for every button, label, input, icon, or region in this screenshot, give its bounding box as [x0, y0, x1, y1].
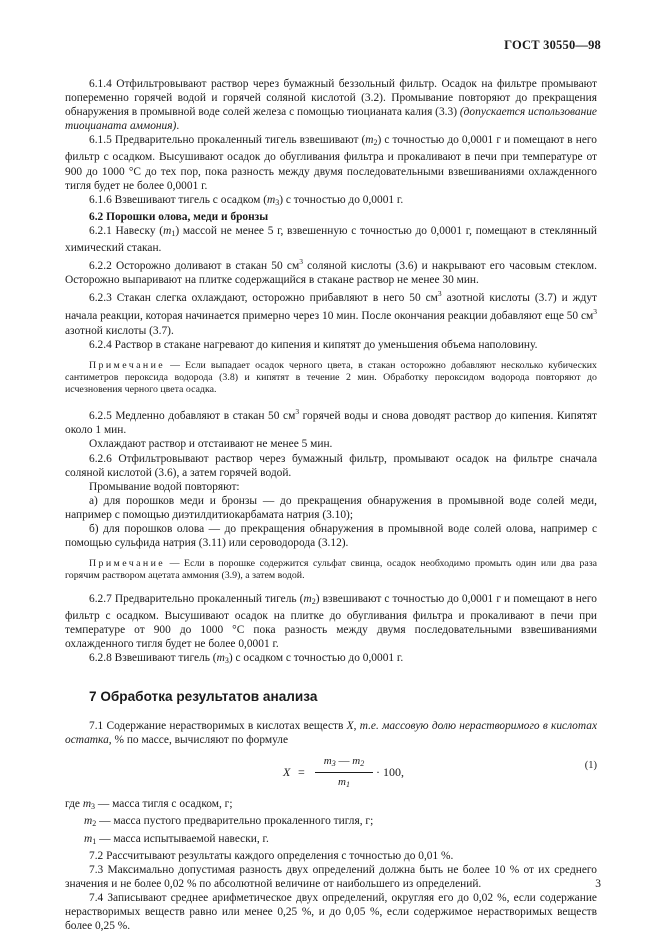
list-item-b: б) для порошков олова — до прекращения обнаружения в промывной воде солей олова, например с помощью сульфида натрия (3.11) или сероводорода (3.12).: [65, 523, 597, 550]
italic-text: т.е. массовую долю нерастворимого в кислотах остатка: [65, 720, 597, 747]
italic-text: (допускается использование тиоцианата аммония): [65, 106, 597, 133]
symbol: m: [352, 755, 361, 768]
paragraph-6-1-4: [65, 77, 597, 133]
subscript: 1: [92, 836, 97, 846]
text: азотной кислоты (3.7) и ждут начала реакции, которая начинается примерно через 10 мин. После окончания реакции добавляют еще 50 см: [65, 292, 597, 323]
where-line-m3: [65, 797, 597, 814]
paragraph-6-2-8: [65, 651, 597, 668]
paragraph-6-2-7: [65, 592, 597, 651]
text: ,: [353, 720, 360, 733]
symbol: m: [216, 652, 225, 665]
where-line-m1: [65, 832, 597, 849]
symbol: m: [338, 776, 346, 789]
text: ) массой не менее 5 г, взвешенную с точностью до 0,0001 г, помещают в стеклянный химический стакан.: [65, 224, 598, 255]
text: 6.2.8 Взвешивают тигель (: [89, 652, 217, 665]
note-1: [65, 360, 597, 397]
paragraph-7-3: 7.3 Максимально допустимая разность двух определений должна быть не более 10 % от их среднего значения и не более 0,02 % по абсолютной величине от наибольшего из определений.: [65, 863, 597, 890]
document-body: [65, 77, 597, 933]
superscript: 3: [593, 307, 597, 317]
superscript: 3: [295, 407, 300, 417]
paragraph-6-2-3: [65, 287, 597, 337]
text: ) с осадком с точностью до 0,0001 г.: [228, 652, 404, 665]
paragraph-7-1: [65, 719, 597, 747]
paragraph-6-1-5: [65, 133, 597, 192]
text: , % по массе, вычисляют по формуле: [108, 734, 289, 747]
paragraph-wash: Промывание водой повторяют:: [89, 480, 240, 493]
section-heading-7: 7 Обработка результатов анализа: [89, 689, 318, 705]
subsection-heading-6-2: 6.2 Порошки олова, меди и бронзы: [89, 210, 269, 223]
subscript: 3: [224, 656, 229, 666]
subscript: 3: [331, 759, 336, 769]
text: 6.1.6 Взвешивают тигель с осадком (: [89, 193, 268, 206]
text: горячей воды и снова доводят раствор до кипения. Кипятят около 1 мин.: [65, 410, 597, 437]
symbol: m: [323, 755, 332, 768]
note-2: [65, 558, 597, 582]
text: ) с точностью до 0,0001 г и помещают в него фильтр с осадком. Высушивают осадок до обугливания фильтра и прокаливают в печи при температуре от 900 до 1000 °С до тех пор, пока разность между двумя последовательными взвешиваниями охлажденного тигля будет не более 0,0001 г.: [65, 134, 597, 192]
text: — масса испытываемой навески, г.: [96, 832, 269, 845]
superscript: 3: [299, 257, 303, 267]
formula-1: [65, 753, 597, 791]
symbol: m: [84, 832, 93, 845]
where-line-m2: [65, 814, 597, 831]
formula-denominator: [315, 773, 373, 792]
symbol: m: [82, 798, 92, 811]
text: 6.1.5 Предварительно прокаленный тигель взвешивают (: [89, 134, 366, 147]
paragraph-6-2-6: 6.2.6 Отфильтровывают раствор через бумажный фильтр, промывают осадок на фильтре сначала соляной кислотой (3.6), а затем горячей водой.: [65, 452, 597, 479]
symbol: m: [365, 134, 374, 147]
paragraph-6-2-5: [65, 405, 597, 437]
paragraph-6-2-1: [65, 224, 597, 255]
formula-number: (1): [584, 760, 597, 772]
paragraph-cool: Охлаждают раствор и отстаивают не менее 5 мин.: [89, 438, 333, 451]
text: 6.1.4 Отфильтровывают раствор через бумажный беззольный фильтр. Осадок на фильтре промывают попеременно горячей водой и горячей соляной кислотой (3.2). Промывание повторяют до прекращения обнаружения в промывной воде солей железа с помощью тиоцианата калия (3.3): [65, 78, 597, 119]
symbol: m: [303, 592, 312, 605]
note-text: — Если в порошке содержится сульфат свинца, осадок необходимо промыть один или два раза горячим раствором ацетата аммония (3.9), а затем водой.: [65, 558, 597, 582]
paragraph-6-2-4: 6.2.4 Раствор в стакане нагревают до кипения и кипятят до уменьшения объема наполовину.: [89, 338, 538, 351]
text: азотной кислоты (3.7).: [65, 324, 174, 337]
text: 6.2.7 Предварительно прокаленный тигель (: [89, 592, 304, 605]
formula-fraction: [315, 754, 373, 792]
superscript: 3: [437, 289, 442, 299]
paragraph-7-4: 7.4 Записывают среднее арифметическое двух определений, округляя его до 0,02 %, если содержание нерастворимых веществ равно или менее 0,25 %, и до 0,05 %, если содержимое нерастворимых веществ более 0,25 %.: [65, 891, 597, 933]
text: 6.2.1 Навеску (: [89, 224, 164, 237]
subscript: 2: [311, 596, 316, 606]
symbol: m: [267, 193, 276, 206]
list-item-a: а) для порошков меди и бронзы — до прекращения обнаружения в промывной воде солей меди, например с помощью диэтилдитиокарбамата натрия (3.10);: [65, 494, 597, 521]
subscript: 2: [373, 138, 378, 148]
formula-numerator: [315, 754, 373, 773]
formula-lhs: X: [283, 765, 291, 780]
text: где: [65, 798, 83, 811]
subscript: 2: [92, 819, 97, 829]
text: соляной кислоты (3.6) и накрывают его часовым стеклом. Осторожно выпаривают на плитке содержащийся в стакане раствор не менее 30 мин.: [65, 260, 597, 287]
text: — масса тигля с осадком, г;: [95, 798, 233, 811]
subscript: 3: [91, 802, 96, 812]
text: 6.2.2 Осторожно доливают в стакан 50 см: [89, 260, 300, 273]
page-header-standard: ГОСТ 30550—98: [504, 38, 601, 52]
text: 6.2.3 Стакан слегка охлаждают, осторожно прибавляют в него 50 см: [89, 292, 438, 305]
paragraph-7-2: 7.2 Рассчитывают результаты каждого определения с точностью до 0,01 %.: [89, 849, 454, 862]
paragraph-6-1-6: [65, 193, 597, 210]
paragraph-6-2-2: [65, 255, 597, 287]
note-label: Примечание: [89, 558, 166, 570]
subscript: 1: [171, 228, 176, 238]
symbol: X: [346, 720, 354, 733]
symbol: m: [84, 815, 93, 828]
text: 6.2.5 Медленно добавляют в стакан 50 см: [89, 410, 296, 423]
minus-sign: —: [335, 755, 353, 768]
note-text: — Если выпадает осадок черного цвета, в стакан осторожно добавляют несколько кубических сантиметров пероксида водорода (3.8) и кипятят в течение 2 мин. Обработку пероксидом водорода повторяют до исчезновения черного цвета осадка.: [65, 359, 597, 396]
page-number: 3: [595, 878, 601, 890]
note-label: Примечание: [89, 359, 166, 371]
text: .: [176, 120, 180, 133]
formula-equals: =: [298, 765, 305, 780]
symbol: m: [163, 224, 172, 237]
text: 7.1 Содержание нерастворимых в кислотах веществ: [89, 720, 347, 733]
formula-multiplier: · 100,: [376, 765, 404, 780]
text: ) с точностью до 0,0001 г.: [279, 193, 404, 206]
subscript: 3: [275, 197, 280, 207]
subscript: 2: [360, 759, 365, 769]
text: — масса пустого предварительно прокаленного тигля, г;: [96, 815, 374, 828]
subscript: 1: [345, 780, 350, 790]
text: ) взвешивают с точностью до 0,0001 г и помещают в него фильтр с осадком. Высушивают осадок на плитке до обугливания фильтра и прокаливают в печи при температуре от 900 до 1000 °С пока разность между двумя последовательными взвешиваниями охлажденного тигля будет не более 0,0001 г.: [65, 592, 597, 650]
